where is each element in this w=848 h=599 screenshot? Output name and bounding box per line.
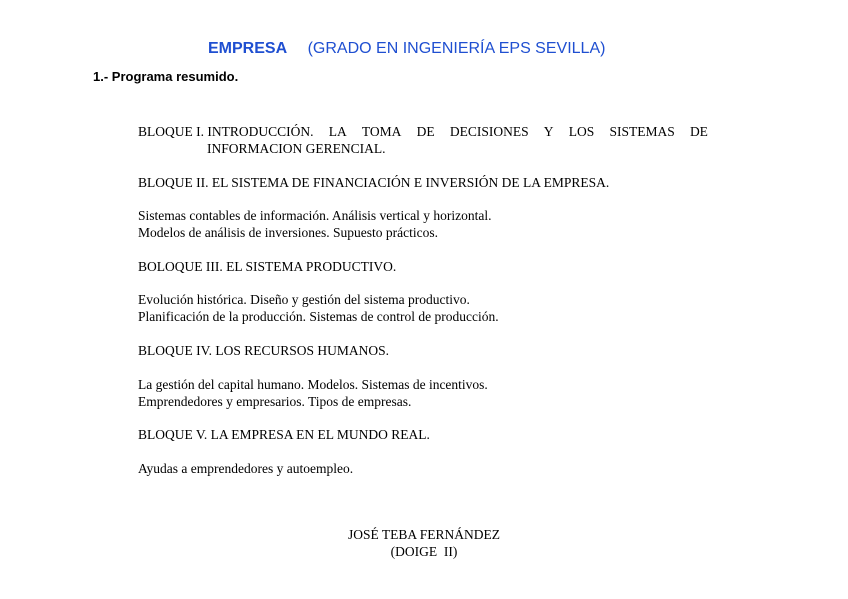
bloque-5-heading: BLOQUE V. LA EMPRESA EN EL MUNDO REAL. xyxy=(138,427,430,442)
document-title xyxy=(208,40,605,58)
section-heading: 1.- Programa resumido. xyxy=(93,69,239,84)
bloque-4-heading: BLOQUE IV. LOS RECURSOS HUMANOS. xyxy=(138,343,390,358)
course-subtitle: (GRADO EN INGENIERÍA EPS SEVILLA) xyxy=(307,40,606,57)
bloque-1-word: SISTEMAS xyxy=(609,124,675,139)
author-department: (DOIGE II) xyxy=(390,544,458,559)
bloque-1-word: TOMA xyxy=(361,124,402,139)
bloque-4-item: Emprendedores y empresarios. Tipos de empresas. xyxy=(138,394,412,409)
bloque-1-word: LOS xyxy=(568,124,595,139)
bloque-3-heading: BOLOQUE III. EL SISTEMA PRODUCTIVO. xyxy=(138,259,397,274)
course-title: EMPRESA xyxy=(208,40,288,57)
author-name: JOSÉ TEBA FERNÁNDEZ xyxy=(347,527,500,542)
bloque-1-heading-cont: INFORMACION GERENCIAL. xyxy=(207,141,386,156)
bloque-2-item: Modelos de análisis de inversiones. Supuesto prácticos. xyxy=(138,225,438,240)
bloque-2-item: Sistemas contables de información. Análisis vertical y horizontal. xyxy=(138,208,492,223)
bloque-4-item: La gestión del capital humano. Modelos. Sistemas de incentivos. xyxy=(138,377,488,392)
bloque-1-word: DE xyxy=(689,124,708,139)
bloque-1-word: DECISIONES xyxy=(449,124,529,139)
signature-block xyxy=(0,526,848,560)
bloque-1-word: DE xyxy=(416,124,435,139)
bloque-3-item: Evolución histórica. Diseño y gestión del sistema productivo. xyxy=(138,292,470,307)
bloque-3-item: Planificación de la producción. Sistemas de control de producción. xyxy=(138,309,499,324)
bloque-5-item: Ayudas a emprendedores y autoempleo. xyxy=(138,461,354,476)
bloque-1-word: LA xyxy=(328,124,347,139)
bloque-2-heading: BLOQUE II. EL SISTEMA DE FINANCIACIÓN E INVERSIÓN DE LA EMPRESA. xyxy=(138,175,610,190)
bloque-1-word: Y xyxy=(543,124,554,139)
bloque-1-heading xyxy=(138,123,708,140)
bloque-1-word: BLOQUE I. INTRODUCCIÓN. xyxy=(138,124,314,139)
